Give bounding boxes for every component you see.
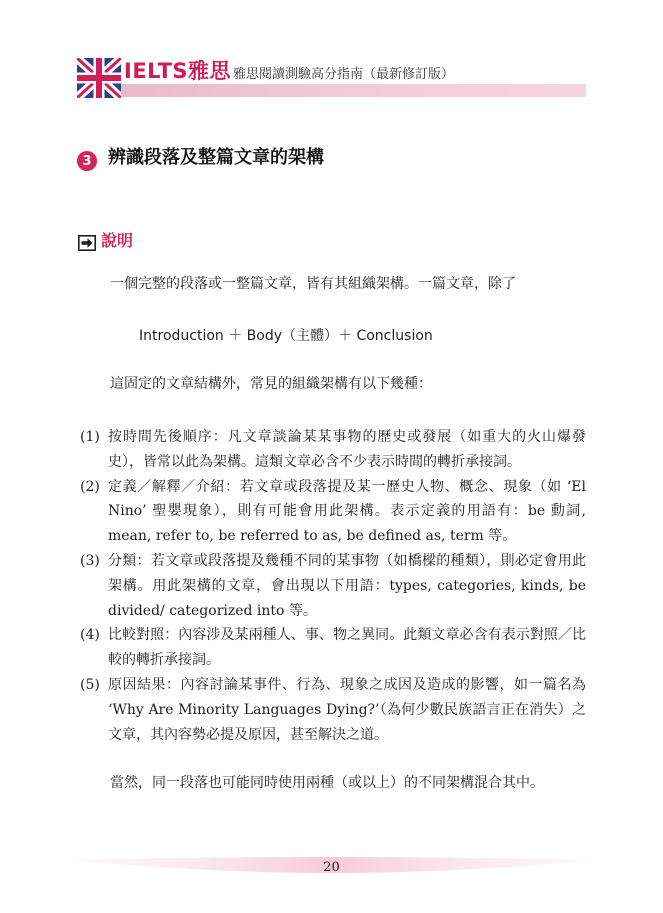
section-title: 辨識段落及整篇文章的架構 [108, 147, 324, 168]
list-item-text: 比較對照：內容涉及某兩種人、事、物之異同。此類文章必含有表示對照／比較的轉折承接詞。 [108, 627, 586, 669]
list-item-text: 分類：若文章或段落提及幾種不同的某事物（如橋樑的種類），則必定會用此架構。用此架構的文章，會出現以下用語：types, categories, kinds, be divided/ categorized into 等。 [108, 552, 586, 619]
list-item [80, 623, 586, 673]
list-item [80, 425, 586, 475]
list-item [80, 673, 586, 747]
structure-list [80, 425, 586, 747]
book-title: 雅思閱讀測驗高分指南（最新修訂版） [233, 67, 455, 82]
list-item-number: (2) [80, 478, 100, 495]
list-item-text: 按時間先後順序：凡文章談論某某事物的歷史或發展（如重大的火山爆發史），皆常以此為架構。這類文章必含不少表示時間的轉折承接詞。 [108, 429, 586, 470]
intro-paragraph: 一個完整的段落或一整篇文章，皆有其組織架構。一篇文章，除了 [110, 276, 516, 292]
lead-paragraph: 這固定的文章結構外，常見的組織架構有以下幾種： [110, 376, 432, 392]
page-number: 20 [323, 860, 340, 875]
list-item-number: (4) [80, 627, 100, 644]
list-item-number: (1) [80, 429, 100, 445]
list-item-number: (3) [80, 552, 100, 569]
list-item-number: (5) [80, 676, 100, 693]
list-item [80, 549, 586, 623]
list-item-text: 定義／解釋／介紹：若文章或段落提及某一歷史人物、概念、現象（如 ‘El Nino’ 聖嬰現象），則有可能會用此架構。表示定義的用語有：be 動詞, mean, refer to, be referred to as, be defined as, term 等。 [108, 478, 586, 545]
arrow-right-box-icon [78, 235, 96, 251]
header-band [78, 84, 586, 97]
section-number-badge: 3 [77, 151, 97, 171]
logo-text: IELTS雅思 [124, 59, 232, 83]
list-item-text: 原因結果：內容討論某事件、行為、現象之成因及造成的影響，如一篇名為 ‘Why Are Minority Languages Dying?’（為何少數民族語言正在消失）之文章，其內容勢必提及原因，甚至解決之道。 [108, 676, 586, 743]
union-jack-flag-icon [77, 58, 121, 98]
structure-formula: Introduction ＋ Body（主體）＋ Conclusion [139, 328, 433, 344]
list-item [80, 475, 586, 549]
closing-paragraph: 當然，同一段落也可能同時使用兩種（或以上）的不同架構混合其中。 [110, 775, 544, 791]
subsection-title: 說明 [101, 231, 134, 250]
